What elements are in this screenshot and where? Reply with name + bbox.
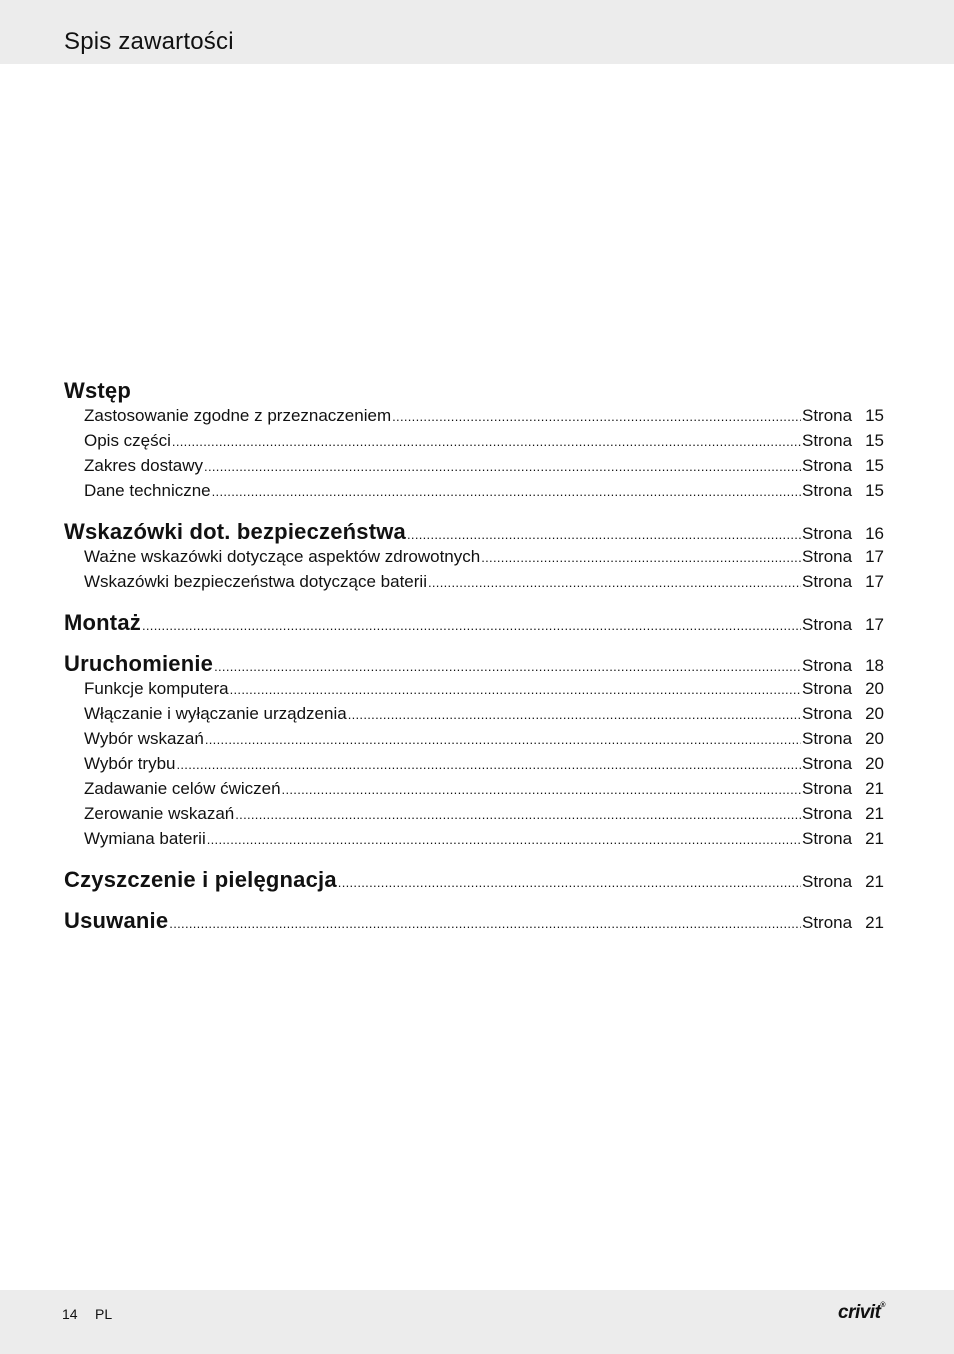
page-number: 14 <box>62 1306 78 1322</box>
toc-page-ref <box>802 544 884 569</box>
page-number-ref: 20 <box>865 704 884 723</box>
toc-section-title: Usuwanie <box>64 908 169 933</box>
page-number-ref: 18 <box>865 656 884 675</box>
toc-entry <box>64 478 884 503</box>
toc-page-ref <box>802 478 884 503</box>
toc-entry-label: Włączanie i wyłączanie urządzenia <box>84 704 347 723</box>
page-word: Strona <box>802 572 853 591</box>
toc-page-ref <box>802 910 884 933</box>
page-number-ref: 17 <box>865 547 884 566</box>
registered-mark: ® <box>880 1302 886 1309</box>
toc-entry-label: Wymiana baterii <box>84 829 206 848</box>
page-word: Strona <box>802 524 853 543</box>
toc-entry-label: Zastosowanie zgodne z przeznaczeniem <box>84 406 392 425</box>
page-number-ref: 15 <box>865 481 884 500</box>
dot-leader <box>392 404 801 428</box>
toc-page-ref <box>802 653 884 676</box>
toc-entry-label: Zerowanie wskazań <box>84 804 235 823</box>
toc-entry-label: Dane techniczne <box>84 481 211 500</box>
dot-leader <box>169 911 801 933</box>
dot-leader <box>207 827 801 851</box>
toc-page-ref <box>802 403 884 428</box>
dot-leader <box>214 654 801 676</box>
page-word: Strona <box>802 431 853 450</box>
page-number-ref: 17 <box>865 572 884 591</box>
toc-entry <box>64 544 884 569</box>
page-number-ref: 21 <box>865 779 884 798</box>
toc-page-ref <box>802 521 884 544</box>
toc-section-heading <box>64 610 884 635</box>
dot-leader <box>212 479 801 503</box>
page-word: Strona <box>802 679 853 698</box>
page-number-ref: 16 <box>865 524 884 543</box>
toc-section <box>64 867 884 892</box>
toc-entry <box>64 726 884 751</box>
page-word: Strona <box>802 547 853 566</box>
page-word: Strona <box>802 754 853 773</box>
page-word: Strona <box>802 872 853 891</box>
dot-leader <box>204 454 801 478</box>
toc-entry <box>64 751 884 776</box>
toc-page-ref <box>802 701 884 726</box>
toc-section-title: Wskazówki dot. bezpieczeństwa <box>64 519 406 544</box>
toc-entry <box>64 403 884 428</box>
toc-section-heading <box>64 908 884 933</box>
toc-page-ref <box>802 726 884 751</box>
toc-page-ref <box>802 569 884 594</box>
toc-section-title: Uruchomienie <box>64 651 214 676</box>
toc-page-ref <box>802 751 884 776</box>
dot-leader <box>172 429 801 453</box>
dot-leader <box>142 613 801 635</box>
page-number-ref: 21 <box>865 804 884 823</box>
page-word: Strona <box>802 704 853 723</box>
page-number-ref: 15 <box>865 456 884 475</box>
page-word: Strona <box>802 829 853 848</box>
dot-leader <box>338 870 801 892</box>
dot-leader <box>176 752 801 776</box>
toc-entry-label: Opis części <box>84 431 171 450</box>
dot-leader <box>407 522 801 544</box>
toc-entry-label: Funkcje komputera <box>84 679 229 698</box>
page-word: Strona <box>802 913 853 932</box>
toc-entry-label: Ważne wskazówki dotyczące aspektów zdrowotnych <box>84 547 481 566</box>
toc-section <box>64 908 884 933</box>
page-number-ref: 20 <box>865 729 884 748</box>
page-word: Strona <box>802 406 853 425</box>
toc-section-heading <box>64 867 884 892</box>
toc-page-ref <box>802 826 884 851</box>
toc-section <box>64 519 884 594</box>
toc-entry <box>64 428 884 453</box>
toc-entry <box>64 826 884 851</box>
page-number-ref: 21 <box>865 872 884 891</box>
page-word: Strona <box>802 456 853 475</box>
dot-leader <box>230 677 801 701</box>
dot-leader <box>348 702 801 726</box>
brand-logo <box>838 1302 885 1324</box>
page-word: Strona <box>802 779 853 798</box>
toc-page-ref <box>802 869 884 892</box>
toc-entry <box>64 569 884 594</box>
toc-page-ref <box>802 801 884 826</box>
toc-section-title: Czyszczenie i pielęgnacja <box>64 867 337 892</box>
page-number-ref: 20 <box>865 679 884 698</box>
page-number-ref: 21 <box>865 829 884 848</box>
toc-entry <box>64 676 884 701</box>
page-word: Strona <box>802 481 853 500</box>
toc-section <box>64 610 884 635</box>
dot-leader <box>481 545 801 569</box>
toc-section-heading <box>64 651 884 676</box>
page-word: Strona <box>802 615 853 634</box>
page-word: Strona <box>802 656 853 675</box>
table-of-contents <box>64 378 884 949</box>
footer-bar <box>0 1290 954 1354</box>
dot-leader <box>205 727 801 751</box>
page-number-ref: 15 <box>865 431 884 450</box>
page-title: Spis zawartości <box>64 28 234 55</box>
toc-section-title: Montaż <box>64 610 141 635</box>
toc-entry <box>64 801 884 826</box>
toc-entry <box>64 701 884 726</box>
toc-section-heading <box>64 378 884 403</box>
toc-entry <box>64 776 884 801</box>
toc-page-ref <box>802 612 884 635</box>
toc-entry <box>64 453 884 478</box>
toc-page-ref <box>802 776 884 801</box>
dot-leader <box>235 802 801 826</box>
dot-leader <box>428 570 801 594</box>
toc-page-ref <box>802 453 884 478</box>
toc-entry-label: Zadawanie celów ćwiczeń <box>84 779 281 798</box>
toc-entry-label: Zakres dostawy <box>84 456 204 475</box>
language-code: PL <box>95 1306 113 1322</box>
page-word: Strona <box>802 804 853 823</box>
toc-entry-label: Wybór wskazań <box>84 729 204 748</box>
page-number-ref: 15 <box>865 406 884 425</box>
brand-logo-text: crivit <box>838 1302 881 1323</box>
toc-page-ref <box>802 428 884 453</box>
toc-section <box>64 651 884 851</box>
toc-section-heading <box>64 519 884 544</box>
toc-page-ref <box>802 676 884 701</box>
toc-entry-label: Wybór trybu <box>84 754 176 773</box>
toc-section <box>64 378 884 503</box>
page-number-ref: 21 <box>865 913 884 932</box>
toc-section-title: Wstęp <box>64 378 131 403</box>
page-number-ref: 17 <box>865 615 884 634</box>
toc-entry-label: Wskazówki bezpieczeństwa dotyczące baterii <box>84 572 427 591</box>
page-number-ref: 20 <box>865 754 884 773</box>
page-word: Strona <box>802 729 853 748</box>
dot-leader <box>282 777 801 801</box>
